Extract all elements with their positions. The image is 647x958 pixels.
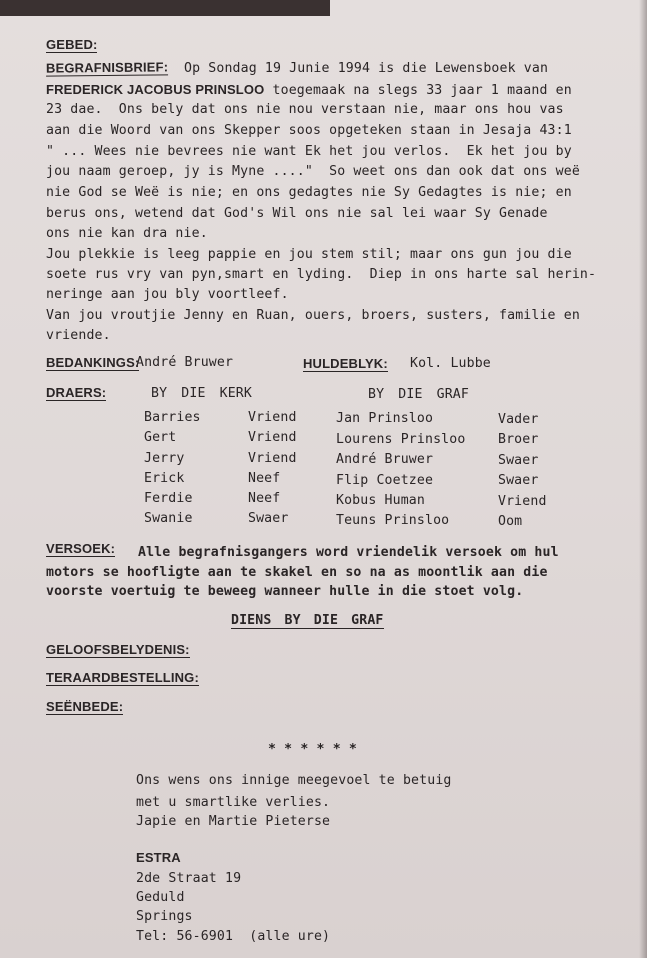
letter-line	[46, 83, 572, 97]
letter-line: 23 dae. Ons bely dat ons nie nou verstaan nie, maar ons hou vas	[46, 102, 564, 117]
condolence-line: Japie en Martie Pieterse	[136, 814, 331, 829]
kerk-bearer-name: Gert	[144, 430, 177, 445]
graf-bearer-relation: Swaer	[498, 473, 539, 488]
letter-line-rest: toegemaak na slegs 33 jaar 1 maand en	[264, 83, 572, 98]
kerk-bearer-relation: Swaer	[248, 511, 289, 526]
kerk-bearer-relation: Vriend	[248, 430, 297, 445]
letter-line: neringe aan jou bly voortleef.	[46, 287, 289, 302]
heading-huldeblyk: HULDEBLYK:	[303, 356, 388, 371]
graf-bearer-name: Kobus Human	[336, 493, 425, 508]
graf-bearer-relation: Broer	[498, 432, 539, 447]
heading-draers: DRAERS:	[46, 385, 107, 400]
kerk-bearer-name: Erick	[144, 471, 185, 486]
top-shadow	[0, 0, 330, 16]
estra-address-line: Springs	[136, 909, 193, 924]
letter-line: Van jou vroutjie Jenny en Ruan, ouers, broers, susters, familie en	[46, 308, 580, 323]
condolence-line: Ons wens ons innige meegevoel te betuig	[136, 773, 452, 788]
kerk-bearer-name: Jerry	[144, 451, 185, 466]
letter-line: ons nie kan dra nie.	[46, 226, 208, 241]
heading-geloofsbelydenis: GELOOFSBELYDENIS:	[46, 642, 190, 657]
letter-line: aan die Woord van ons Skepper soos opgeteken staan in Jesaja 43:1	[46, 123, 572, 138]
kerk-bearer-name: Barries	[144, 410, 201, 425]
versoek-line: voorste voertuig te beweeg wanneer hulle in die stoet volg.	[46, 584, 524, 599]
versoek-line: motors se hoofligte aan te skakel en so na as moontlik aan die	[46, 565, 548, 580]
letter-line: Jou plekkie is leeg pappie en jou stem stil; maar ons gun jou die	[46, 247, 572, 262]
deceased-name: FREDERICK JACOBUS PRINSLOO	[46, 82, 265, 97]
graf-bearer-name: André Bruwer	[336, 452, 434, 467]
page-edge-shadow	[639, 0, 647, 958]
bedankings-value: André Bruwer	[136, 355, 234, 370]
heading-teraardbestelling: TERAARDBESTELLING:	[46, 670, 199, 685]
heading-bedankings: BEDANKINGS:	[46, 355, 140, 370]
graf-bearer-relation: Vader	[498, 412, 539, 427]
kerk-bearer-relation: Vriend	[248, 451, 297, 466]
kerk-bearer-relation: Vriend	[248, 410, 297, 425]
huldeblyk-value: Kol. Lubbe	[410, 356, 491, 371]
condolence-line: met u smartlike verlies.	[136, 795, 331, 810]
heading-versoek: VERSOEK:	[46, 541, 116, 556]
versoek-line: Alle begrafnisgangers word vriendelik versoek om hul	[138, 545, 559, 560]
graf-bearer-relation: Vriend	[498, 494, 547, 509]
kerk-bearer-name: Swanie	[144, 511, 193, 526]
letter-line: nie God se Weë is nie; en ons gedagtes nie Sy Gedagtes is nie; en	[46, 185, 572, 200]
kerk-bearer-relation: Neef	[248, 491, 281, 506]
heading-gebed: GEBED:	[46, 37, 98, 52]
estra-title: ESTRA	[136, 850, 181, 865]
estra-address-line: Geduld	[136, 890, 185, 905]
estra-address-line: 2de Straat 19	[136, 871, 242, 886]
graf-bearer-name: Teuns Prinsloo	[336, 513, 450, 528]
heading-diens-by-die-graf: DIENS BY DIE GRAF	[231, 613, 384, 628]
graf-bearer-relation: Oom	[498, 514, 523, 529]
letter-line: berus ons, wetend dat God's Wil ons nie sal lei waar Sy Genade	[46, 206, 548, 221]
heading-seenbede: SEËNBEDE:	[46, 699, 124, 714]
kerk-bearer-name: Ferdie	[144, 491, 193, 506]
star-divider: * * * * * *	[268, 742, 357, 757]
letter-line: jou naam geroep, jy is Myne ...." So weet ons dan ook dat ons weë	[46, 164, 580, 179]
letter-line: " ... Wees nie bevrees nie want Ek het jou verlos. Ek het jou by	[46, 144, 572, 159]
letter-line: soete rus vry van pyn,smart en lyding. Diep in ons harte sal herin-	[46, 267, 597, 282]
estra-phone: Tel: 56-6901 (alle ure)	[136, 929, 331, 944]
kerk-bearer-relation: Neef	[248, 471, 281, 486]
letter-line: Op Sondag 19 Junie 1994 is die Lewensboek van	[184, 61, 549, 76]
letter-line: vriende.	[46, 328, 111, 343]
kerk-header: BY DIE KERK	[151, 386, 252, 401]
heading-begrafnisbrief: BEGRAFNISBRIEF:	[45, 59, 169, 76]
graf-bearer-name: Jan Prinsloo	[336, 411, 434, 426]
graf-bearer-name: Flip Coetzee	[336, 473, 434, 488]
graf-bearer-name: Lourens Prinsloo	[336, 432, 466, 447]
graf-bearer-relation: Swaer	[498, 453, 539, 468]
graf-header: BY DIE GRAF	[368, 387, 469, 402]
